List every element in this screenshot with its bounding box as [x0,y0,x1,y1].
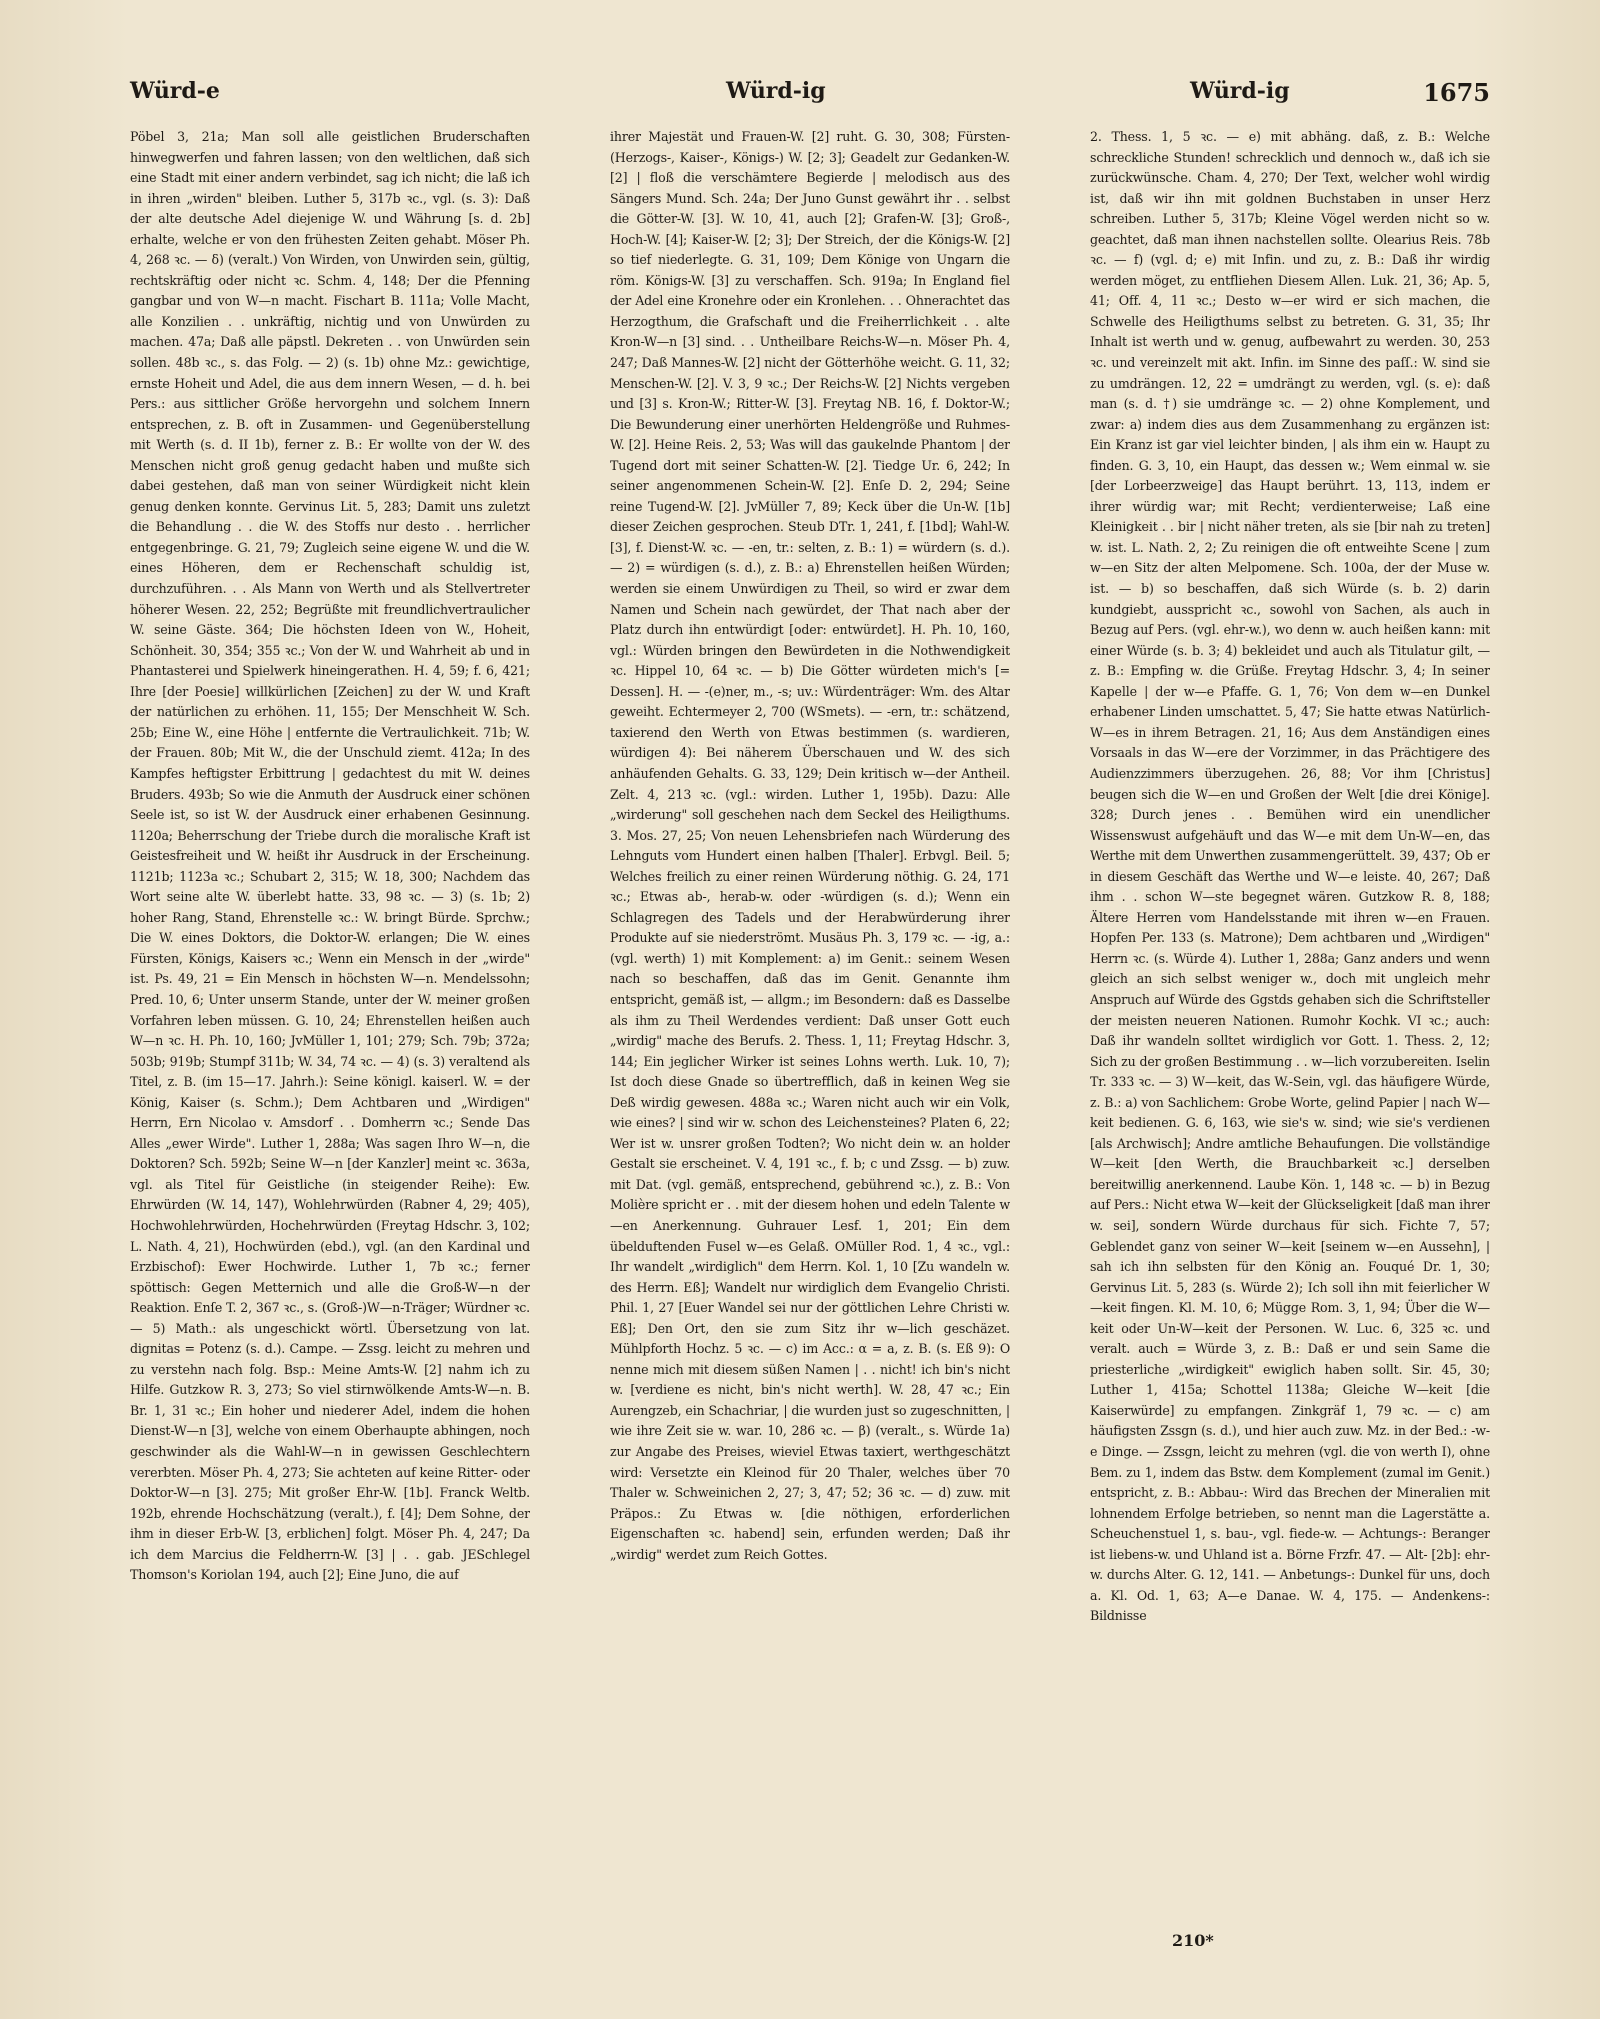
printer-signature: 210* [1172,1931,1214,1950]
running-header [130,78,1490,112]
header-right-keyword: Würd-ig [1190,78,1290,104]
column-text: Pöbel 3, 21a; Man soll alle geistlichen Bruderschaften hinwegwerfen und fahren lassen; von den weltlichen, daß sich eine Stadt mit einer andern verbindet, sag ich nicht; die laß ich in ihren „wirden" bleiben. Luther 5, 317b ꝛc., vgl. (s. 3): Daß der alte deutsche Adel diejenige W. und Währung [s. d. 2b] erhalte, welche er von den frühesten Zeiten gehabt. Möser Ph. 4, 268 ꝛc. — δ) (veralt.) Von Wirden, von Unwirden sein, gültig, rechtskräftig oder nicht ꝛc. Schm. 4, 148; Der die Pfenning gangbar und von W—n macht. Fischart B. 111a; Volle Macht, alle Konzilien . . unkräftig, nichtig und von Unwürden zu machen. 47a; Daß alle päpstl. Dekreten . . von Unwürden sein sollen. 48b ꝛc., s. das Folg. — 2) (s. 1b) ohne Mz.: gewichtige, ernste Hoheit und Adel, die aus dem innern Wesen, — d. h. bei Pers.: aus sittlicher Größe hervorgehn und solchem Innern entsprechen, z. B. oft in Zusammen- und Gegenüberstellung mit Werth (s. d. II 1b), ferner z. B.: Er wollte von der W. des Menschen nicht groß genug gedacht haben und mußte sich dabei gestehen, daß man von seiner Würdigkeit nicht klein genug denken konnte. Gervinus Lit. 5, 283; Damit uns zuletzt die Behandlung . . die W. des Stoffs nur desto . . herrlicher entgegenbringe. G. 21, 79; Zugleich seine eigene W. und die W. eines Höheren, dem er Rechenschaft schuldig ist, durchzuführen. . . Als Mann von Werth und als Stellvertreter höherer Wesen. 22, 252; Begrüßte mit freundlichvertraulicher W. seine Gäste. 364; Die höchsten Ideen von W., Hoheit, Schönheit. 30, 354; 355 ꝛc.; Von der W. und Wahrheit ab und in Phantasterei und Spielwerk hineingerathen. H. 4, 59; f. 6, 421; Ihre [der Poesie] willkürlichen [Zeichen] zu der W. und Kraft der natürlichen zu erhöhen. 11, 155; Der Menschheit W. Sch. 25b; Eine W., eine Höhe | entfernte die Vertraulichkeit. 71b; W. der Frauen. 80b; Mit W., die der Unschuld ziemt. 412a; In des Kampfes heftigster Erbittrung | gedachtest du mit W. deines Bruders. 493b; So wie die Anmuth der Ausdruck einer schönen Seele ist, so ist W. der Ausdruck einer erhabenen Gesinnung. 1120a; Beherrschung der Triebe durch die moralische Kraft ist Geistesfreiheit und W. heißt ihr Ausdruck in der Erscheinung. 1121b; 1123a ꝛc.; Schubart 2, 315; W. 18, 300; Nachdem das Wort seine alte W. überlebt hatte. 33, 98 ꝛc. — 3) (s. 1b; 2) hoher Rang, Stand, Ehrenstelle ꝛc.: W. bringt Bürde. Sprchw.; Die W. eines Doktors, die Doktor-W. erlangen; Die W. eines Fürsten, Königs, Kaisers ꝛc.; Wenn ein Mensch in der „wirde" ist. Ps. 49, 21 = Ein Mensch in höchsten W—n. Mendelssohn; Pred. 10, 6; Unter unserm Stande, unter der W. meiner großen Vorfahren leben müssen. G. 10, 24; Ehrenstellen heißen auch W—n ꝛc. H. Ph. 10, 160; JvMüller 1, 101; 279; Sch. 79b; 372a; 503b; 919b; Stumpf 311b; W. 34, 74 ꝛc. — 4) (s. 3) veraltend als Titel, z. B. (im 15—17. Jahrh.): Seine königl. kaiserl. W. = der König, Kaiser (s. Schm.); Dem Achtbaren und „Wirdigen" Herrn, Ern Nicolao v. Amsdorf . . Domherrn ꝛc.; Sende Das Alles „ewer Wirde". Luther 1, 288a; Was sagen Ihro W—n, die Doktoren? Sch. 592b; Seine W—n [der Kanzler] meint ꝛc. 363a, vgl. als Titel für Geistliche (in steigender Reihe): Ew. Ehrwürden (W. 14, 147), Wohlehrwürden (Rabner 4, 29; 405), Hochwohlehrwürden, Hochehrwürden (Freytag Hdschr. 3, 102; L. Nath. 4, 21), Hochwürden (ebd.), vgl. (an den Kardinal und Erzbischof): Ewer Hochwirde. Luther 1, 7b ꝛc.; ferner spöttisch: Gegen Metternich und alle die Groß-W—n der Reaktion. Enſe T. 2, 367 ꝛc., s. (Groß-)W—n-Träger; Würdner ꝛc. — 5) Math.: als ungeschickt wörtl. Übersetzung von lat. dignitas = Potenz (s. d.). Campe. — Zssg. leicht zu mehren und zu verstehn nach folg. Bsp.: Meine Amts-W. [2] nahm ich zu Hilfe. Gutzkow R. 3, 273; So viel stirnwölkende Amts-W—n. B. Br. 1, 31 ꝛc.; Ein hoher und niederer Adel, indem die hohen Dienst-W—n [3], welche von einem Oberhaupte abhingen, noch geschwinder als die Wahl-W—n in gewissen Geschlechtern vererbten. Möser Ph. 4, 273; Sie achteten auf keine Ritter- oder Doktor-W—n [3]. 275; Mit großer Ehr-W. [1b]. Franck Weltb. 192b, ehrende Hochschätzung (veralt.), f. [4]; Dem Sohne, der ihm in dieser Erb-W. [3, erblichen] folgt. Möser Ph. 4, 247; Da ich dem Marcius die Feldherrn-W. [3] | . . gab. JESchlegel Thomson's Koriolan 194, auch [2]; Eine Juno, die auf [130,129,530,1583]
page-number: 1675 [1423,78,1490,107]
column-text: ihrer Majestät und Frauen-W. [2] ruht. G. 30, 308; Fürsten- (Herzogs-, Kaiser-, Königs-) W. [2; 3]; Geadelt zur Gedanken-W. [2] | floß die verschämtere Begierde | melodisch aus des Sängers Mund. Sch. 24a; Der Juno Gunst gewährt ihr . . selbst die Götter-W. [3]. W. 10, 41, auch [2]; Grafen-W. [3]; Groß-, Hoch-W. [4]; Kaiser-W. [2; 3]; Der Streich, der die Königs-W. [2] so tief niederlegte. G. 31, 109; Dem Könige von Ungarn die röm. Königs-W. [3] zu verschaffen. Sch. 919a; In England fiel der Adel eine Kronehre oder ein Kronlehen. . . Ohnerachtet das Herzogthum, die Grafschaft und die Freiherrlichkeit . . alte Kron-W—n [3] sind. . . Untheilbare Reichs-W—n. Möser Ph. 4, 247; Daß Mannes-W. [2] nicht der Götterhöhe weicht. G. 11, 32; Menschen-W. [2]. V. 3, 9 ꝛc.; Der Reichs-W. [2] Nichts vergeben und [3] s. Kron-W.; Ritter-W. [3]. Freytag NB. 16, f. Doktor-W.; Die Bewunderung einer unerhörten Heldengröße und Ruhmes-W. [2]. Heine Reis. 2, 53; Was will das gaukelnde Phantom | der Tugend dort mit seiner Schatten-W. [2]. Tiedge Ur. 6, 242; In seiner angenommenen Schein-W. [2]. Enſe D. 2, 294; Seine reine Tugend-W. [2]. JvMüller 7, 89; Keck über die Un-W. [1b] dieser Zeichen gesprochen. Steub DTr. 1, 241, f. [1bd]; Wahl-W. [3], f. Dienst-W. ꝛc. — -en, tr.: selten, z. B.: 1) = würdern (s. d.). — 2) = würdigen (s. d.), z. B.: a) Ehrenstellen heißen Würden; werden sie einem Unwürdigen zu Theil, so wird er zwar dem Namen und Schein nach gewürdet, der That nach aber der Platz durch ihn entwürdigt [oder: entwürdet]. H. Ph. 10, 160, vgl.: Würden bringen den Bewürdeten in die Nothwendigkeit ꝛc. Hippel 10, 64 ꝛc. — b) Die Götter würdeten mich's [= Dessen]. H. — -(e)ner, m., -s; uv.: Würdenträger: Wm. des Altar geweiht. Echtermeyer 2, 700 (WSmets). — -ern, tr.: schätzend, taxierend den Werth von Etwas bestimmen (s. wardieren, würdigen 4): Bei näherem Überschauen und W. des sich anhäufenden Gehalts. G. 33, 129; Dein kritisch w—der Antheil. Zelt. 4, 213 ꝛc. (vgl.: wirden. Luther 1, 195b). Dazu: Alle „wirderung" soll geschehen nach dem Seckel des Heiligthums. 3. Mos. 27, 25; Von neuen Lehensbriefen nach Würderung des Lehnguts vom Hundert einen halben [Thaler]. Erbvgl. Beil. 5; Welches freilich zu einer reinen Würderung nöthig. G. 24, 171 ꝛc.; Etwas ab-, herab-w. oder -würdigen (s. d.); Wenn ein Schlagregen des Tadels und der Herabwürderung ihrer Produkte auf sie niederströmt. Musäus Ph. 3, 179 ꝛc. — -ig, a.: (vgl. werth) 1) mit Komplement: a) im Genit.: seinem Wesen nach so beschaffen, daß das im Genit. Genannte ihm entspricht, gemäß ist, — allgm.; im Besondern: daß es Dasselbe als ihm zu Theil Werdendes verdient: Daß unser Gott euch „wirdig" mache des Berufs. 2. Thess. 1, 11; Freytag Hdschr. 3, 144; Ein jeglicher Wirker ist seines Lohns werth. Luk. 10, 7); Ist doch diese Gnade so übertrefflich, daß in keinen Weg sie Deß wirdig gewesen. 488a ꝛc.; Waren nicht auch wir ein Volk, wie eines? | sind wir w. schon des Leichensteines? Platen 6, 22; Wer ist w. unsrer großen Todten?; Wo nicht dein w. an holder Gestalt sie erscheinet. V. 4, 191 ꝛc., f. b; c und Zssg. — b) zuw. mit Dat. (vgl. gemäß, entsprechend, gebührend ꝛc.), z. B.: Von Molière spricht er . . mit der diesem hohen und edeln Talente w—en Anerkennung. Guhrauer Lesf. 1, 201; Ein dem übelduftenden Fusel w—es Gelaß. OMüller Rod. 1, 4 ꝛc., vgl.: Ihr wandelt „wirdiglich" dem Herrn. Kol. 1, 10 [Zu wandeln w. des Herrn. Eß]; Wandelt nur wirdiglich dem Evangelio Christi. Phil. 1, 27 [Euer Wandel sei nur der göttlichen Lehre Christi w. Eß]; Den Ort, den sie zum Sitz ihr w—lich geschäzet. Mühlpforth Hochz. 5 ꝛc. — c) im Acc.: α = a, z. B. (s. Eß 9): O nenne mich mit diesem süßen Namen | . . nicht! ich bin's nicht w. [verdiene es nicht, bin's nicht werth]. W. 28, 47 ꝛc.; Ein Aurengzeb, ein Schachriar, | die wurden just so zugeschnitten, | wie ihre Zeit sie w. war. 10, 286 ꝛc. — β) (veralt., s. Würde 1a) zur Angabe des Preises, wieviel Etwas taxiert, werthgeschätzt wird: Versetzte ein Kleinod für 20 Thaler, welches über 70 Thaler w. Schweinichen 2, 27; 3, 47; 52; 36 ꝛc. — d) zuw. mit Präpos.: Zu Etwas w. [die nöthigen, erforderlichen Eigenschaften ꝛc. habend] sein, erfunden werden; Daß ihr „wirdig" werdet zum Reich Gottes. [610,129,1010,1562]
column-text: 2. Thess. 1, 5 ꝛc. — e) mit abhäng. daß, z. B.: Welche schreckliche Stunden! schrecklich und dennoch w., daß ich sie zurückwünsche. Cham. 4, 270; Der Text, welcher wohl wirdig ist, daß wir ihn mit goldnen Buchstaben in unser Herz schreiben. Luther 5, 317b; Kleine Vögel werden nicht so w. geachtet, daß man ihnen nachstellen sollte. Olearius Reis. 78b ꝛc. — f) (vgl. d; e) mit Infin. und zu, z. B.: Daß ihr wirdig werden möget, zu entfliehen Diesem Allen. Luk. 21, 36; Ap. 5, 41; Off. 4, 11 ꝛc.; Desto w—er wird er sich machen, die Schwelle des Heiligthums selbst zu betreten. G. 31, 35; Ihr Inhalt ist werth und w. genug, aufbewahrt zu werden. 30, 253 ꝛc. und vereinzelt mit akt. Infin. im Sinne des paſſ.: W. sind sie zu umdrängen. 12, 22 = umdrängt zu werden, vgl. (s. e): daß man (s. d. †) sie umdränge ꝛc. — 2) ohne Komplement, und zwar: a) indem dies aus dem Zusammenhang zu ergänzen ist: Ein Kranz ist gar viel leichter binden, | als ihm ein w. Haupt zu finden. G. 3, 10, ein Haupt, das dessen w.; Wem einmal w. sie [der Lorbeerzweige] das Haupt berührt. 13, 113, indem er ihrer würdig war; mit Recht; verdienterweise; Laß eine Kleinigkeit . . bir | nicht näher treten, als sie [bir nah zu treten] w. ist. L. Nath. 2, 2; Zu reinigen die oft entweihte Scene | zum w—en Sitz der alten Melpomene. Sch. 100a, der der Muse w. ist. — b) so beschaffen, daß sich Würde (s. b. 2) darin kundgiebt, ausspricht ꝛc., sowohl von Sachen, als auch in Bezug auf Pers. (vgl. ehr-w.), wo denn w. auch heißen kann: mit einer Würde (s. b. 3; 4) bekleidet und auch als Titulatur gilt, — z. B.: Empfing w. die Grüße. Freytag Hdschr. 3, 4; In seiner Kapelle | der w—e Pfaffe. G. 1, 76; Von dem w—en Dunkel erhabener Linden umschattet. 5, 47; Sie hatte etwas Natürlich-W—es in ihrem Betragen. 21, 16; Aus dem Anständigen eines Vorsaals in das W—ere der Vorzimmer, in das Prächtigere des Audienzzimmers überzugehen. 26, 88; Vor ihm [Christus] beugen sich die W—en und Großen der Welt [die drei Könige]. 328; Durch jenes . . Bemühen wird ein unendlicher Wissenswust aufgehäuft und das W—e mit dem Un-W—en, das Werthe mit dem Unwerthen zusammengerüttelt. 39, 437; Ob er in diesem Geschäft das Werthe und W—e leiste. 40, 267; Daß ihm . . schon W—ste begegnet wären. Gutzkow R. 8, 188; Ältere Herren vom Handelsstande mit ihren w—en Frauen. Hopfen Per. 133 (s. Matrone); Dem achtbaren und „Wirdigen" Herrn ꝛc. (s. Würde 4). Luther 1, 288a; Ganz anders und wenn gleich an sich selbst weniger w., doch mit ungleich mehr Anspruch auf Würde des Ggstds gehaben sich die Schriftsteller der meisten neueren Nationen. Rumohr Kochk. VI ꝛc.; auch: Daß ihr wandeln solltet wirdiglich vor Gott. 1. Thess. 2, 12; Sich zu der großen Bestimmung . . w—lich vorzubereiten. Iselin Tr. 333 ꝛc. — 3) W—keit, das W.-Sein, vgl. das häufigere Würde, z. B.: a) von Sachlichem: Grobe Worte, gelind Papier | nach W—keit bedienen. G. 6, 163, wie sie's w. sind; wie sie's verdienen [als Archwisch]; Andre amtliche Behaufungen. Die vollständige W—keit [den Werth, die Brauchbarkeit ꝛc.] derselben bereitwillig anerkennend. Laube Kön. 1, 148 ꝛc. — b) in Bezug auf Pers.: Nicht etwa W—keit der Glückseligkeit [daß man ihrer w. sei], sondern Würde durchaus für sich. Fichte 7, 57; Geblendet ganz von seiner W—keit [seinem w—en Aussehn], | sah ich ihn selbsten für den König an. Fouqué Dr. 1, 30; Gervinus Lit. 5, 283 (s. Würde 2); Ich soll ihn mit feierlicher W—keit fingen. Kl. M. 10, 6; Mügge Rom. 3, 1, 94; Über die W—keit oder Un-W—keit der Personen. W. Luc. 6, 325 ꝛc. und veralt. auch = Würde 3, z. B.: Daß er und sein Same die priesterliche „wirdigkeit" ewiglich haben sollt. Sir. 45, 30; Luther 1, 415a; Schottel 1138a; Gleiche W—keit [die Kaiserwürde] zu empfangen. Zinkgräf 1, 79 ꝛc. — c) am häufigsten Zssgn (s. d.), und hier auch zuw. Mz. in der Bed.: -w-e Dinge. — Zssgn, leicht zu mehren (vgl. die von werth I), ohne Bem. zu 1, indem das Bstw. dem Komplement (zumal im Genit.) entspricht, z. B.: Abbau-: Wird das Brechen der Mineralien mit lohnendem Erfolge betrieben, so nennt man die Lagerstätte a. Scheuchenstuel 1, s. bau-, vgl. fiede-w. — Achtungs-: Beranger ist liebens-w. und Uhland ist a. Börne Frzfr. 47. — Alt- [2b]: ehr-w. durchs Alter. G. 12, 141. — Anbetungs-: Dunkel für uns, doch a. Kl. Od. 1, 63; A—e Danae. W. 4, 175. — Andenkens-: Bildnisse [1090,129,1490,1624]
text-column-middle [610,127,1010,1957]
text-column-right [1090,127,1490,1957]
header-left-keyword: Würd-e [130,78,220,104]
text-column-left [130,127,530,1957]
header-center-keyword: Würd-ig [726,78,826,104]
